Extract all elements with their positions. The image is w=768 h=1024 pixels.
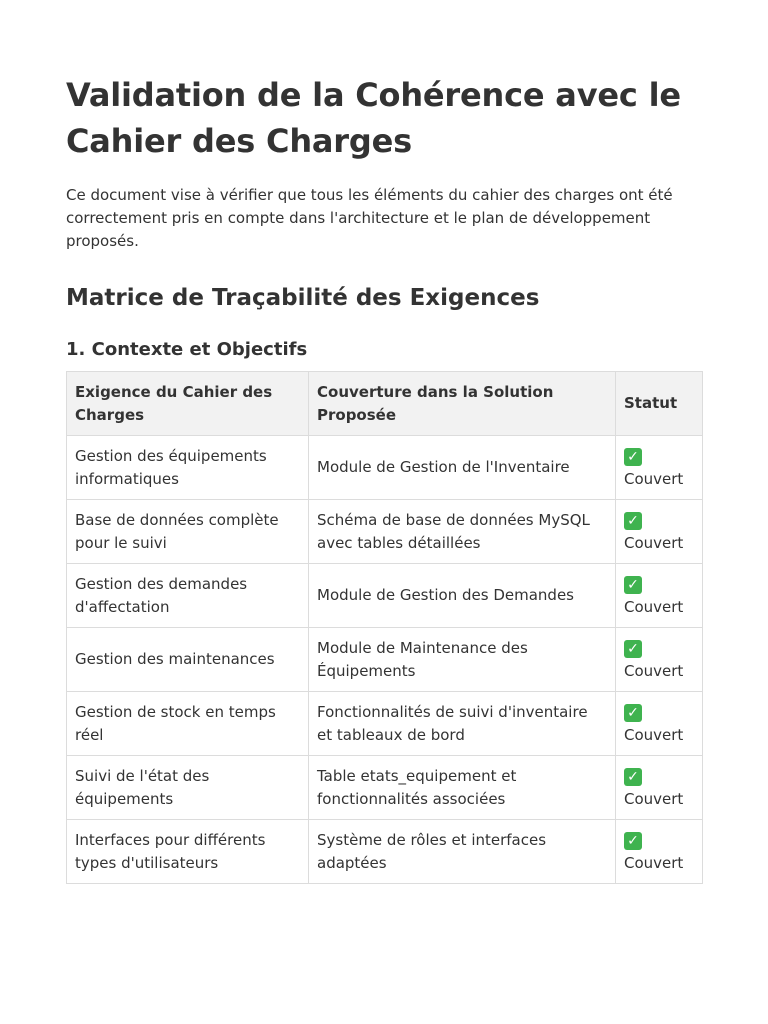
header-requirement: Exigence du Cahier des Charges <box>67 372 309 436</box>
status-label: Couvert <box>624 597 684 616</box>
coverage-cell: Schéma de base de données MySQL avec tables détaillées <box>309 500 616 564</box>
check-mark-icon: ✓ <box>624 768 642 786</box>
traceability-table <box>66 371 703 884</box>
requirement-cell: Gestion des maintenances <box>67 628 309 692</box>
requirement-cell: Interfaces pour différents types d'utilisateurs <box>67 820 309 884</box>
coverage-cell: Table etats_equipement et fonctionnalités associées <box>309 756 616 820</box>
requirement-cell: Suivi de l'état des équipements <box>67 756 309 820</box>
page-title: Validation de la Cohérence avec le Cahier des Charges <box>66 76 681 160</box>
status-cell <box>616 756 703 820</box>
coverage-cell: Fonctionnalités de suivi d'inventaire et tableaux de bord <box>309 692 616 756</box>
table-row <box>67 756 703 820</box>
table-row <box>67 564 703 628</box>
table-row <box>67 820 703 884</box>
table-row <box>67 500 703 564</box>
coverage-cell: Module de Gestion de l'Inventaire <box>309 436 616 500</box>
coverage-cell: Module de Maintenance des Équipements <box>309 628 616 692</box>
requirement-cell: Gestion de stock en temps réel <box>67 692 309 756</box>
coverage-cell: Module de Gestion des Demandes <box>309 564 616 628</box>
intro-paragraph: Ce document vise à vérifier que tous les éléments du cahier des charges ont été correctement pris en compte dans l'architecture et le plan de développement proposés. <box>66 186 673 250</box>
status-cell <box>616 436 703 500</box>
requirement-cell: Base de données complète pour le suivi <box>67 500 309 564</box>
check-mark-icon: ✓ <box>624 832 642 850</box>
status-cell <box>616 628 703 692</box>
status-cell <box>616 820 703 884</box>
table-row <box>67 628 703 692</box>
header-status: Statut <box>616 372 703 436</box>
status-label: Couvert <box>624 789 684 808</box>
requirement-cell: Gestion des équipements informatiques <box>67 436 309 500</box>
table-row <box>67 692 703 756</box>
header-coverage: Couverture dans la Solution Proposée <box>309 372 616 436</box>
coverage-cell: Système de rôles et interfaces adaptées <box>309 820 616 884</box>
table-row <box>67 436 703 500</box>
status-label: Couvert <box>624 853 684 872</box>
check-mark-icon: ✓ <box>624 576 642 594</box>
check-mark-icon: ✓ <box>624 448 642 466</box>
check-mark-icon: ✓ <box>624 512 642 530</box>
status-label: Couvert <box>624 533 684 552</box>
subsection-title: 1. Contexte et Objectifs <box>66 339 308 360</box>
status-label: Couvert <box>624 661 684 680</box>
check-mark-icon: ✓ <box>624 704 642 722</box>
table-header-row <box>67 372 703 436</box>
status-cell <box>616 564 703 628</box>
status-cell <box>616 692 703 756</box>
section-title: Matrice de Traçabilité des Exigences <box>66 285 540 311</box>
requirement-cell: Gestion des demandes d'affectation <box>67 564 309 628</box>
status-label: Couvert <box>624 725 684 744</box>
status-label: Couvert <box>624 469 684 488</box>
status-cell <box>616 500 703 564</box>
check-mark-icon: ✓ <box>624 640 642 658</box>
